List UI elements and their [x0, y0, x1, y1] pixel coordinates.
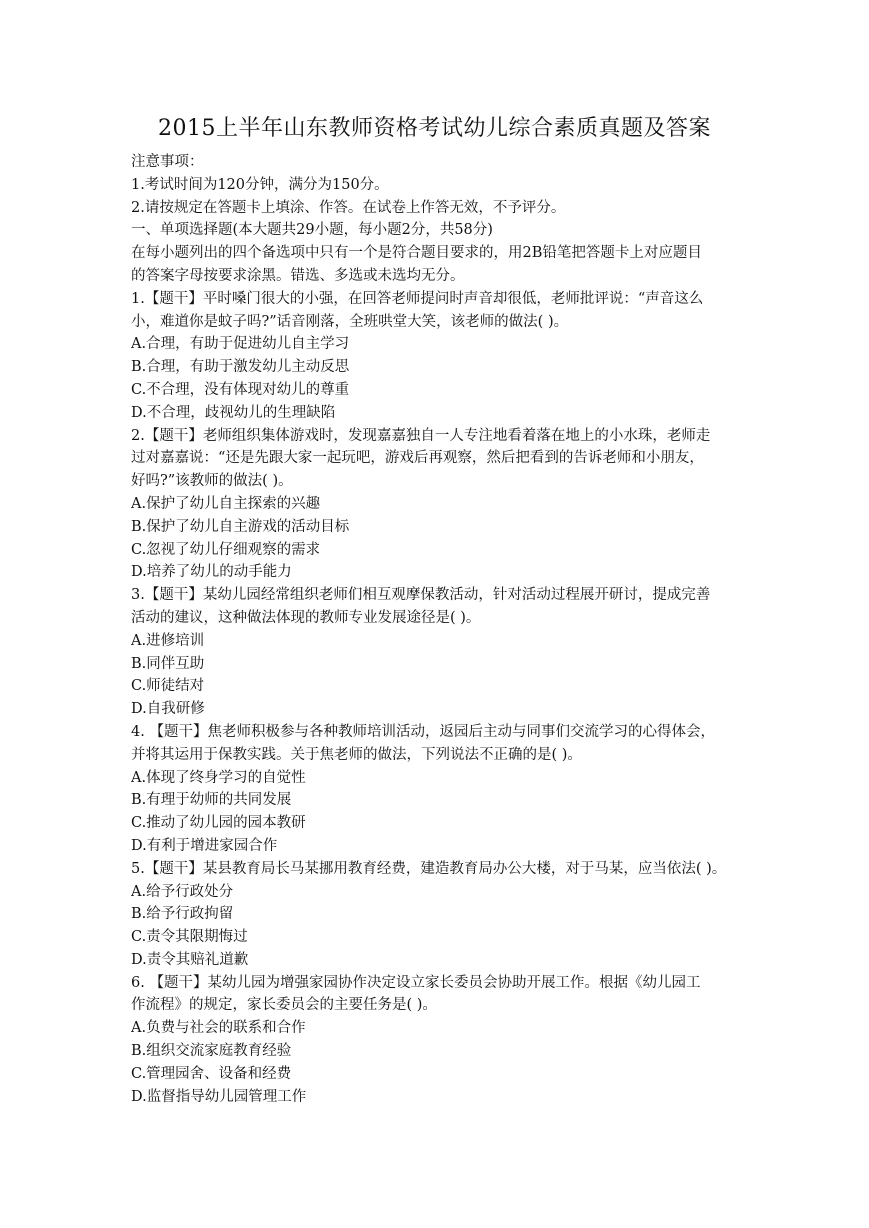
question-3-option-b: B.同伴互助: [131, 655, 205, 672]
question-6-stem: 6. 【题干】某幼儿园为增强家园协作决定设立家长委员会协助开展工作。根据《幼儿园工: [131, 974, 701, 991]
question-3-stem: 活动的建议，这种做法体现的教师专业发展途径是( )。: [131, 609, 481, 626]
question-2-option-a: A.保护了幼儿自主探索的兴趣: [131, 495, 321, 512]
question-2-option-d: D.培养了幼儿的动手能力: [131, 564, 292, 581]
question-6-stem: 作流程》的规定，家长委员会的主要任务是( )。: [131, 997, 437, 1014]
notice-item: 2.请按规定在答题卡上填涂、作答。在试卷上作答无效，不予评分。: [131, 199, 566, 216]
question-4-stem: 4. 【题干】焦老师积极参与各种教师培训活动，返园后主动与同事们交流学习的心得体会，: [131, 723, 715, 740]
question-5-option-b: B.给予行政拘留: [131, 906, 234, 923]
question-4-option-a: A.体现了终身学习的自觉性: [131, 769, 306, 786]
question-2-stem: 好吗?”该教师的做法( )。: [131, 473, 293, 490]
question-4-option-c: C.推动了幼儿园的园本教研: [131, 815, 306, 832]
question-1-option-b: B.合理，有助于激发幼儿主动反思: [131, 359, 350, 376]
question-3-option-d: D.自我研修: [131, 701, 205, 718]
question-5-stem: 5.【题干】某县教育局长马某挪用教育经费，建造教育局办公大楼，对于马某，应当依法( )。: [131, 860, 727, 877]
question-4-option-b: B.有理于幼师的共同发展: [131, 792, 292, 809]
question-2-option-c: C.忽视了幼儿仔细观察的需求: [131, 541, 321, 558]
question-1-option-c: C.不合理，没有体现对幼儿的尊重: [131, 381, 350, 398]
question-5-option-d: D.责令其赔礼道歉: [131, 951, 249, 968]
document-body: [131, 151, 739, 1108]
question-6-option-c: C.管理园舍、设备和经费: [131, 1065, 292, 1082]
question-2-stem: 2.【题干】老师组织集体游戏时，发现嘉嘉独自一人专注地看着落在地上的小水珠，老师走: [131, 427, 711, 444]
notice-item: 1.考试时间为120分钟，满分为150分。: [131, 176, 389, 193]
question-2-option-b: B.保护了幼儿自主游戏的活动目标: [131, 518, 350, 535]
question-5-option-c: C.责令其限期悔过: [131, 929, 248, 946]
question-4-stem: 并将其运用于保教实践。关于焦老师的做法，下列说法不正确的是( )。: [131, 746, 582, 763]
question-1-option-a: A.合理，有助于促进幼儿自主学习: [131, 336, 350, 353]
notice-heading: 注意事项：: [131, 154, 204, 170]
question-5-option-a: A.给予行政处分: [131, 883, 234, 900]
question-6-option-a: A.负费与社会的联系和合作: [131, 1020, 306, 1037]
section-instruction: 在每小题列出的四个备选项中只有一个是符合题目要求的，用2B铅笔把答题卡上对应题目: [131, 245, 702, 262]
section-heading: 一、单项选择题(本大题共29小题，每小题2分，共58分): [131, 222, 493, 239]
question-1-option-d: D.不合理，歧视幼儿的生理缺陷: [131, 404, 336, 421]
question-6-option-b: B.组织交流家庭教育经验: [131, 1043, 292, 1060]
question-4-option-d: D.有利于增进家园合作: [131, 837, 278, 854]
question-1-stem: 1.【题干】平时嗓门很大的小强，在回答老师提问时声音却很低，老师批评说：“声音这么: [131, 290, 704, 307]
question-3-option-c: C.师徒结对: [131, 678, 205, 695]
question-1-stem: 小，难道你是蚊子吗?”话音刚落，全班哄堂大笑，该老师的做法( )。: [131, 313, 569, 330]
document-title: 2015上半年山东教师资格考试幼儿综合素质真题及答案: [158, 116, 711, 141]
question-6-option-d: D.监督指导幼儿园管理工作: [131, 1088, 307, 1105]
question-2-stem: 过对嘉嘉说：“还是先跟大家一起玩吧，游戏后再观察，然后把看到的告诉老师和小朋友，: [131, 450, 704, 467]
question-3-stem: 3.【题干】某幼儿园经常组织老师们相互观摩保教活动，针对活动过程展开研讨，提成完善: [131, 587, 711, 604]
section-instruction: 的答案字母按要求涂黑。错选、多选或未选均无分。: [131, 267, 465, 284]
question-3-option-a: A.进修培训: [131, 632, 205, 649]
